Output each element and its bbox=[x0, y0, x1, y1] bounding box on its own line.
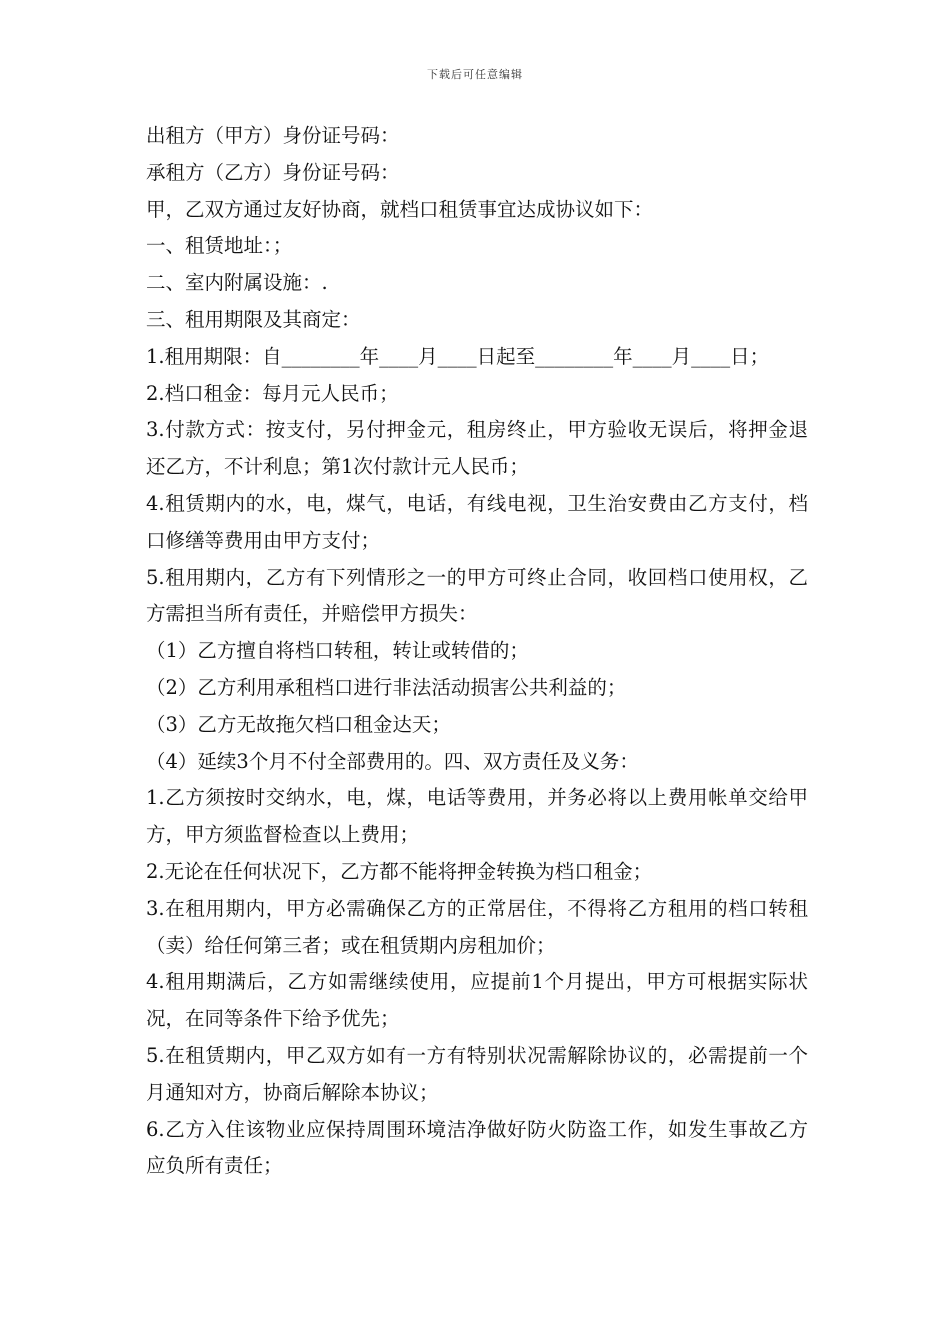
paragraph-duty-6: 6.乙方入住该物业应保持周围环境洁净做好防火防盗工作，如发生事故乙方应负所有责任； bbox=[146, 1117, 808, 1178]
paragraph-lease-address: 一、租赁地址：； bbox=[146, 234, 293, 258]
paragraph-duty-2: 2.无论在任何状况下，乙方都不能将押金转换为档口租金； bbox=[146, 859, 653, 883]
paragraph-lease-term: 1.租用期限：自________年____月____日起至________年____月____日； bbox=[146, 344, 770, 368]
paragraph-facilities: 二、室内附属设施：. bbox=[146, 271, 328, 295]
paragraph-agreement-intro: 甲，乙双方通过友好协商，就档口租赁事宜达成协议如下： bbox=[146, 197, 654, 221]
paragraph-duty-5: 5.在租赁期内，甲乙双方如有一方有特别状况需解除协议的，必需提前一个月通知对方，协商后解除本协议； bbox=[146, 1043, 808, 1104]
paragraph-duty-1: 1.乙方须按时交纳水，电，煤，电话等费用，并务必将以上费用帐单交给甲方，甲方须监督检查以上费用； bbox=[146, 786, 808, 847]
contract-body bbox=[146, 118, 808, 1185]
paragraph-termination-item-4: （4）延续3个月不付全部费用的。四、双方责任及义务： bbox=[146, 749, 639, 773]
paragraph-rent: 2.档口租金：每月元人民币； bbox=[146, 381, 399, 405]
paragraph-termination: 5.租用期内，乙方有下列情形之一的甲方可终止合同，收回档口使用权，乙方需担当所有责任，并赔偿甲方损失： bbox=[146, 565, 808, 626]
paragraph-lessor-id: 出租方（甲方）身份证号码： bbox=[146, 124, 400, 147]
paragraph-duty-4: 4.租用期满后，乙方如需继续使用，应提前1个月提出，甲方可根据实际状况，在同等条件下给予优先； bbox=[146, 970, 808, 1031]
paragraph-termination-item-3: （3）乙方无故拖欠档口租金达天； bbox=[146, 712, 451, 736]
paragraph-termination-item-2: （2）乙方利用承租档口进行非法活动损害公共利益的； bbox=[146, 675, 627, 699]
paragraph-payment-method: 3.付款方式：按支付，另付押金元，租房终止，甲方验收无误后，将押金退还乙方，不计利息；第1次付款计元人民币； bbox=[146, 418, 808, 479]
paragraph-termination-item-1: （1）乙方擅自将档口转租，转让或转借的； bbox=[146, 639, 529, 663]
paragraph-duty-3: 3.在租用期内，甲方必需确保乙方的正常居住，不得将乙方租用的档口转租（卖）给任何第三者；或在租赁期内房租加价； bbox=[146, 896, 808, 957]
paragraph-lease-term-heading: 三、租用期限及其商定： bbox=[146, 307, 361, 331]
paragraph-utilities: 4.租赁期内的水，电，煤气，电话，有线电视，卫生治安费由乙方支付，档口修缮等费用由甲方支付； bbox=[146, 491, 808, 552]
page-header-note: 下载后可任意编辑 bbox=[427, 68, 523, 81]
paragraph-lessee-id: 承租方（乙方）身份证号码： bbox=[146, 160, 400, 184]
